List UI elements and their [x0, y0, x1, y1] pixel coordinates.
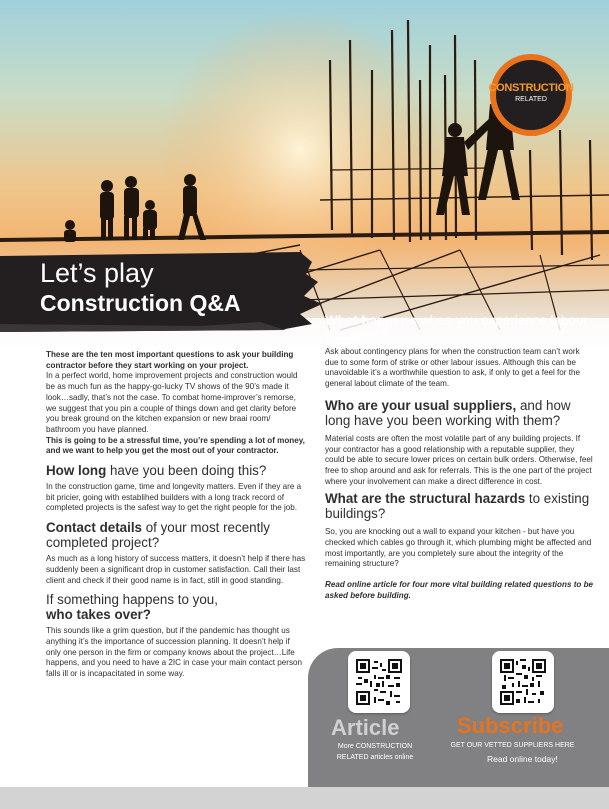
question-heading-bold: What are the structural hazards: [325, 491, 526, 507]
question-heading: [325, 398, 595, 428]
title-line-1: Let’s play: [40, 258, 154, 288]
construction-related-badge: [490, 54, 572, 136]
question-heading: [46, 520, 306, 550]
question-heading: [325, 491, 595, 521]
question-heading: [46, 463, 306, 478]
qr-code-icon: [356, 659, 402, 705]
title-line-2: Construction Q&A: [40, 290, 241, 316]
question-heading-bold: Who are your usual suppliers,: [325, 397, 517, 413]
question-heading-rest: to existing buildings?: [325, 491, 590, 522]
right-column: [325, 313, 595, 602]
question-heading-bold: Contact details: [46, 520, 142, 536]
question-body: Ask about contingency plans for when the construction team can’t work due to some form of strike or other labour issues. Although this can be unavoidable it’s a worthwhile question to ask, if only to get a feel for the general labout climate of the team.: [325, 347, 580, 389]
intro-lead: These are the ten most important questions to ask your building contractor before they start working on your project.: [46, 350, 294, 370]
badge-bottom-text: RELATED: [515, 95, 547, 103]
subscribe-link[interactable]: Subscribe: [457, 713, 564, 738]
read-online-note: Read online article for four more vital building related questions to be asked before building.: [325, 580, 594, 600]
subscribe-caption-line-2: Read online today!: [487, 754, 558, 764]
question-body: Material costs are often the most volatile part of any building projects. If your contractor has a good relationship with a reputable supplier, they could be able to secure lower prices on certain bulk orders. Otherwise, feel free to shop around and ask for referrals. This is the one part of the project where your involvement can make a direct difference in cost.: [325, 433, 593, 486]
qr-code-icon: [500, 659, 546, 705]
article-caption-line-1: More CONSTRUCTION: [337, 743, 413, 750]
article-qr-code[interactable]: [348, 651, 410, 713]
question-body: As much as a long history of success matters, it doesn’t help if there has suddenly been a significant drop in customer satisfaction. Call their last client and check if their good name is in fact, still in good standing.: [46, 554, 306, 585]
subscribe-qr-code[interactable]: [492, 651, 554, 713]
badge-inner: [488, 60, 574, 130]
question-heading-rest: have you been doing this?: [106, 463, 267, 479]
intro-paragraph: In a perfect world, home improvement projects and construction would be as much fun as the happy-go-lucky TV shows of the 90’s made it look…sadly, that’s not the case. To combat home-improver’s remorse, we suggest that you pin a couple of things down and get clarity before you break ground on the kitchen expansion or new braai room/ bathroom you have planned.: [46, 371, 298, 434]
subscribe-caption-line-1: GET OUR VETTED SUPPLIERS HERE: [450, 742, 575, 749]
question-heading-line1: If something happens to you,: [46, 592, 218, 608]
question-heading-rest: of your most recently completed project?: [46, 520, 270, 551]
question-body: So, you are knocking out a wall to expand your kitchen - but have you checked which cables go through it, which plumbing might be affected and most importantly, are you completely sure about the integrity of the remaining structure?: [325, 527, 592, 569]
question-body: In the construction game, time and longevity matters. Even if they are a bit pricier, going with establihed builders with a long track record of completed projects is the safest way to get the right people for the job.: [46, 482, 302, 513]
badge-top-text: CONSTRUCTION: [488, 81, 574, 94]
question-heading-line2: who takes over?: [46, 607, 151, 623]
article-caption-line-2: RELATED articles online: [336, 754, 414, 761]
question-heading-bold: What happens: [325, 313, 417, 328]
footer-bar: [0, 787, 609, 809]
question-heading-rest: and how long have you been working with them?: [325, 397, 571, 428]
left-column: [46, 350, 306, 680]
question-heading-rest: when you experience labour problems?: [325, 313, 588, 343]
question-heading-bold: How long: [46, 463, 107, 479]
article-link[interactable]: Article: [331, 715, 400, 740]
intro-emphasis: This is going to be a stressful time, you’re spending a lot of money, and we want to help you get the most out of your contractor.: [46, 435, 305, 456]
question-heading: [325, 313, 595, 343]
question-body: This sounds like a grim question, but if the pandemic has thought us anything it’s the importance of succession planning. It doesn’t help if only one person in the firm or company knows about the project…Life happens, and you need to have a 2IC in case your main contact person falls ill or is incapacitated in some way.: [46, 626, 303, 679]
